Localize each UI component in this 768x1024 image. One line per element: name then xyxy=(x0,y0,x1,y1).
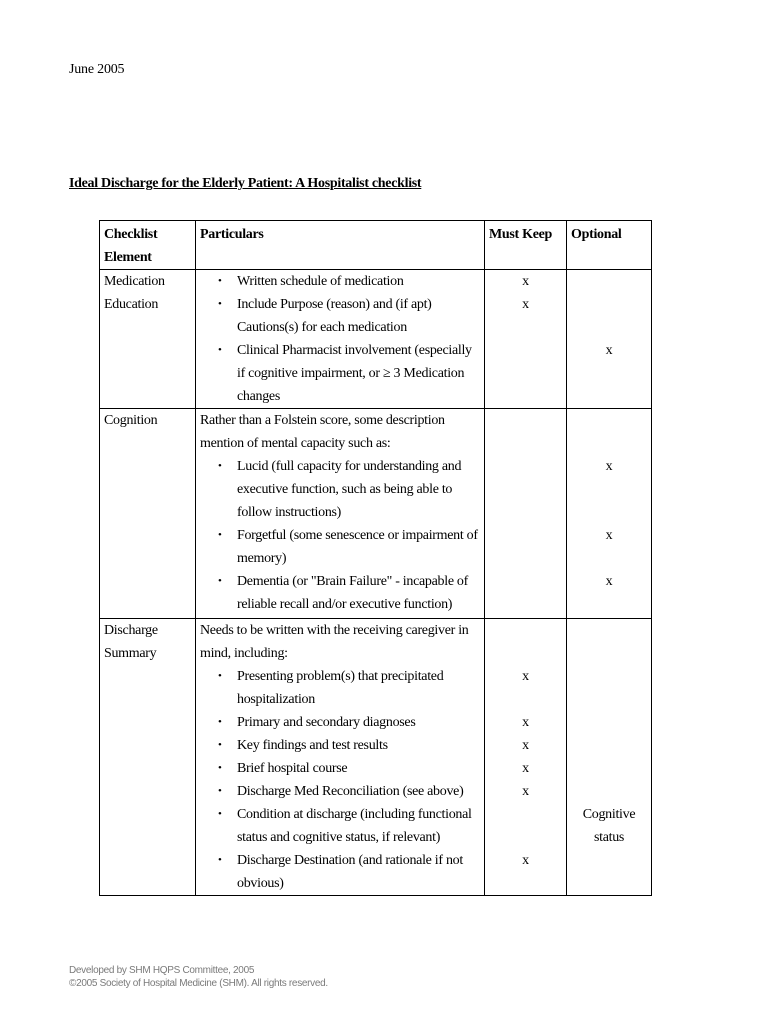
row-must-keep-discharge xyxy=(485,619,567,896)
row-particulars-discharge xyxy=(196,619,485,896)
header-must-keep: Must Keep xyxy=(485,221,567,270)
bullet-item: • Lucid (full capacity for understanding and executive function, such as being able to follow instructions) xyxy=(200,455,480,524)
table-row xyxy=(100,409,652,619)
optional-mark: x xyxy=(605,343,613,358)
bullet-item: • Primary and secondary diagnoses xyxy=(200,711,480,734)
bullet-item: • Brief hospital course xyxy=(200,757,480,780)
row-particulars-cognition xyxy=(196,409,485,619)
table-header-row xyxy=(100,221,652,270)
row-intro: Rather than a Folstein score, some description mention of mental capacity such as: xyxy=(200,413,445,451)
footer-copyright: ©2005 Society of Hospital Medicine (SHM). All rights reserved. xyxy=(69,978,328,989)
header-checklist-element: Checklist Element xyxy=(100,221,196,270)
row-optional-cognition xyxy=(567,409,652,619)
must-keep-mark: x xyxy=(522,761,529,776)
must-keep-mark: x xyxy=(522,297,529,312)
bullet-item: • Clinical Pharmacist involvement (especially if cognitive impairment, or ≥ 3 Medication changes xyxy=(200,339,480,408)
optional-mark: x xyxy=(605,574,613,589)
document-title: Ideal Discharge for the Elderly Patient: A Hospitalist checklist xyxy=(69,176,422,191)
row-optional-medication xyxy=(567,270,652,409)
must-keep-mark: x xyxy=(522,738,529,753)
footer-credit: Developed by SHM HQPS Committee, 2005 xyxy=(69,965,255,976)
bullet-item: • Written schedule of medication xyxy=(200,270,480,293)
optional-note: Cognitive status xyxy=(582,807,636,845)
checklist-table xyxy=(99,220,652,896)
bullet-item: • Discharge Med Reconciliation (see above) xyxy=(200,780,480,803)
row-element-discharge: Discharge Summary xyxy=(100,619,196,896)
bullet-item: • Condition at discharge (including functional status and cognitive status, if relevant) xyxy=(200,803,480,849)
row-must-keep-cognition xyxy=(485,409,567,619)
must-keep-mark: x xyxy=(522,853,529,868)
row-element-cognition: Cognition xyxy=(100,409,196,619)
must-keep-mark: x xyxy=(522,784,529,799)
must-keep-mark: x xyxy=(522,669,529,684)
must-keep-mark: x xyxy=(522,715,529,730)
document-date: June 2005 xyxy=(69,62,125,77)
page-footer xyxy=(69,964,328,990)
bullet-item: • Key findings and test results xyxy=(200,734,480,757)
bullet-item: • Discharge Destination (and rationale if not obvious) xyxy=(200,849,480,895)
header-optional: Optional xyxy=(567,221,652,270)
row-intro: Needs to be written with the receiving caregiver in mind, including: xyxy=(200,623,469,661)
must-keep-mark: x xyxy=(522,274,529,289)
row-particulars-medication xyxy=(196,270,485,409)
bullet-item: • Presenting problem(s) that precipitated hospitalization xyxy=(200,665,480,711)
row-element-medication: Medication Education xyxy=(100,270,196,409)
bullet-item: • Dementia (or "Brain Failure" - incapable of reliable recall and/or executive function) xyxy=(200,570,480,616)
optional-mark: x xyxy=(605,459,613,474)
optional-mark: x xyxy=(605,528,613,543)
table-row xyxy=(100,619,652,896)
row-optional-discharge xyxy=(567,619,652,896)
table-row xyxy=(100,270,652,409)
row-must-keep-medication xyxy=(485,270,567,409)
bullet-item: • Forgetful (some senescence or impairment of memory) xyxy=(200,524,480,570)
header-particulars: Particulars xyxy=(196,221,485,270)
bullet-item: • Include Purpose (reason) and (if apt) Cautions(s) for each medication xyxy=(200,293,480,339)
